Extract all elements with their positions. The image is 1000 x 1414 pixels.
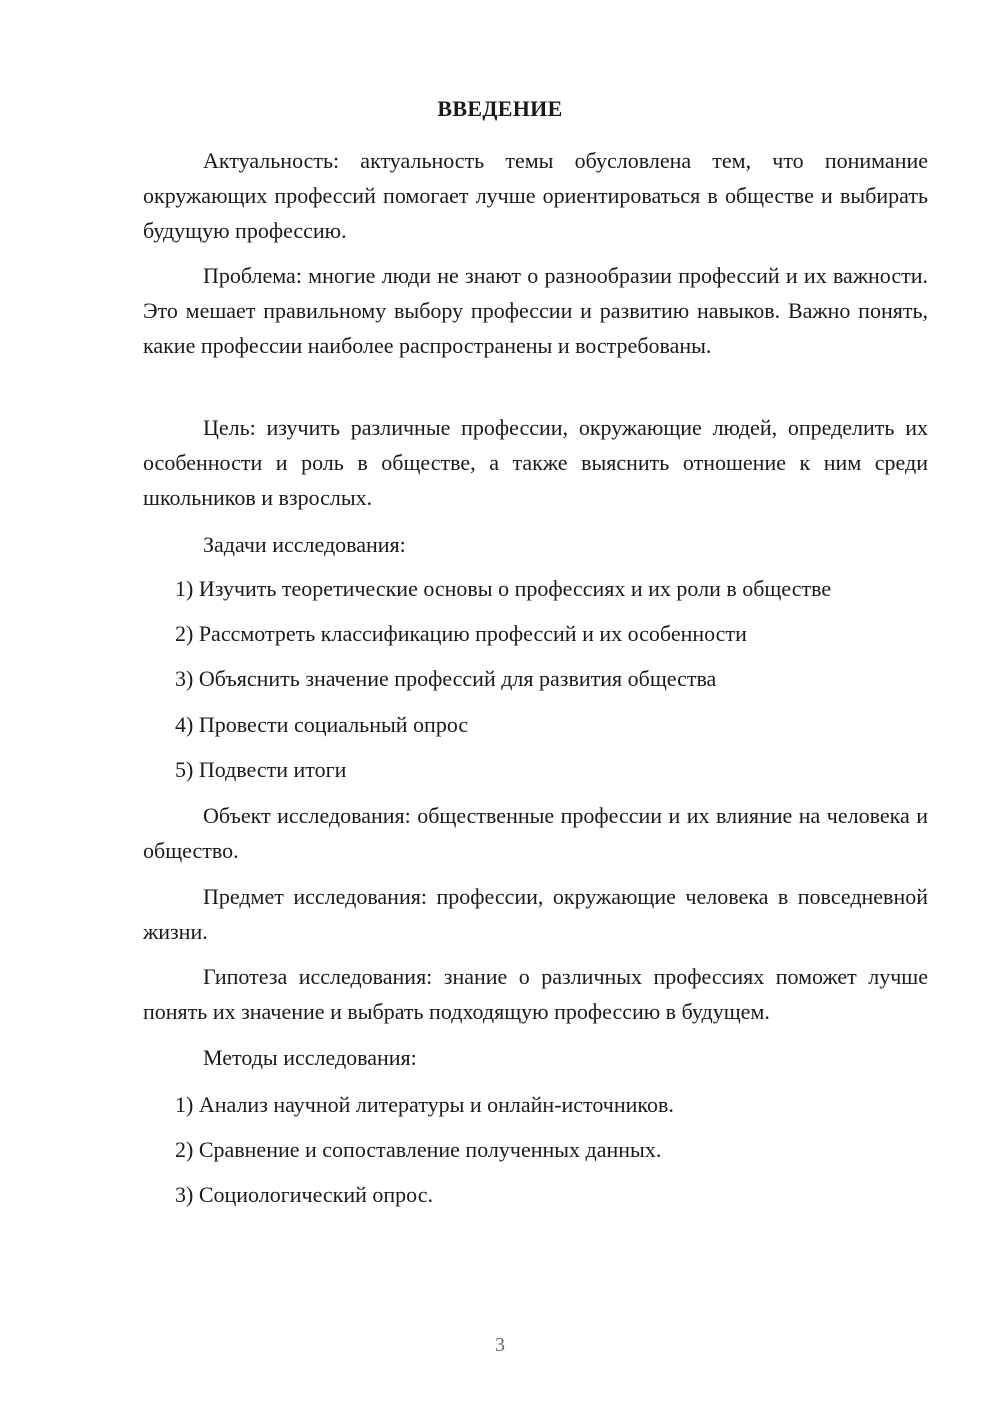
method-item: 1) Анализ научной литературы и онлайн-источников.	[175, 1092, 674, 1117]
method-item: 2) Сравнение и сопоставление полученных данных.	[175, 1137, 662, 1162]
page-number: 3	[495, 1334, 505, 1356]
page-title: ВВЕДЕНИЕ	[437, 96, 563, 121]
task-item: 2) Рассмотреть классификацию профессий и их особенности	[175, 621, 747, 646]
subject-paragraph: Предмет исследования: профессии, окружающие человека в повседневной жизни.	[143, 884, 928, 944]
object-paragraph: Объект исследования: общественные профессии и их влияние на человека и общество.	[143, 803, 928, 863]
methods-title: Методы исследования:	[203, 1045, 417, 1070]
task-item: 5) Подвести итоги	[175, 757, 347, 782]
relevance-paragraph: Актуальность: актуальность темы обусловлена тем, что понимание окружающих профессий помогает лучше ориентироваться в обществе и выбирать будущую профессию.	[143, 148, 928, 243]
task-item: 4) Провести социальный опрос	[175, 712, 469, 737]
method-item: 3) Социологический опрос.	[175, 1182, 433, 1207]
goal-paragraph: Цель: изучить различные профессии, окружающие людей, определить их особенности и роль в обществе, а также выяснить отношение к ним среди школьников и взрослых.	[143, 415, 928, 510]
task-item: 1) Изучить теоретические основы о профессиях и их роли в обществе	[175, 576, 832, 601]
tasks-title: Задачи исследования:	[203, 532, 406, 557]
task-item: 3) Объяснить значение профессий для развития общества	[175, 666, 717, 691]
hypothesis-paragraph: Гипотеза исследования: знание о различных профессиях поможет лучше понять их значение и выбрать подходящую профессию в будущем.	[143, 964, 928, 1024]
problem-paragraph: Проблема: многие люди не знают о разнообразии профессий и их важности. Это мешает правильному выбору профессии и развитию навыков. Важно понять, какие профессии наиболее распространены и востребованы.	[143, 263, 928, 358]
